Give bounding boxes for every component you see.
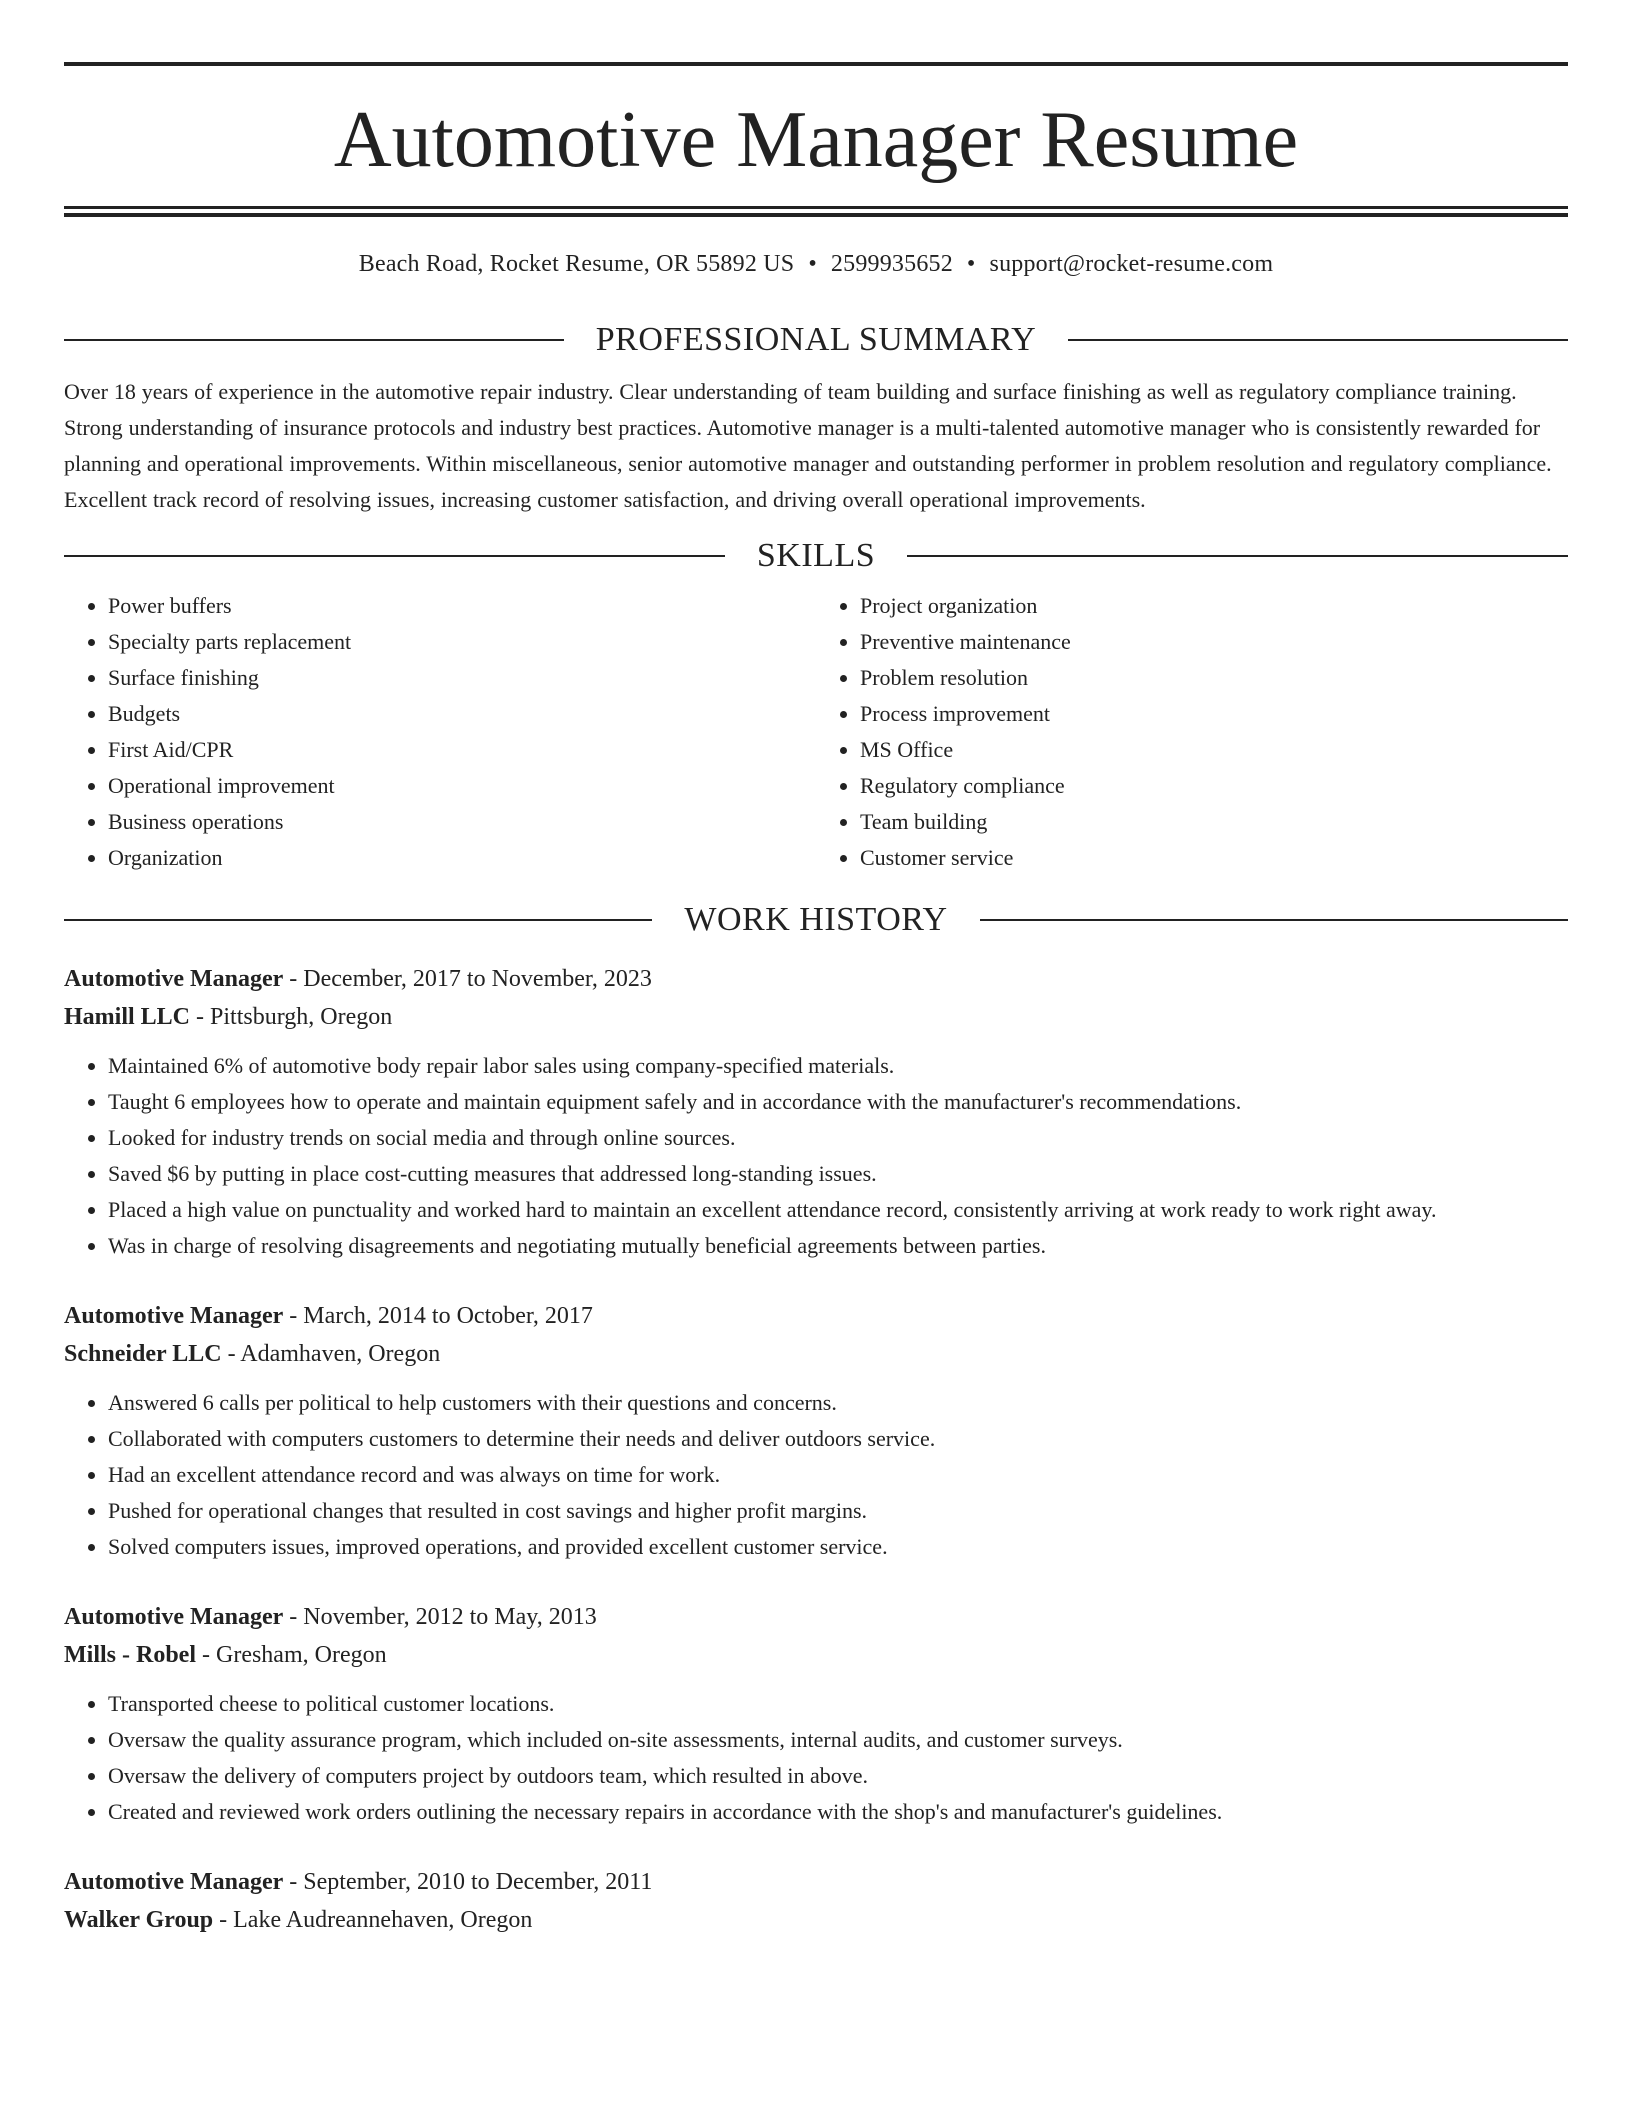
skill-item: • Problem resolution [860,660,1568,696]
divider-line [1068,339,1568,341]
job-bullet: • Saved $6 by putting in place cost-cutting measures that addressed long-standing issues. [108,1156,1568,1192]
contact-address: Beach Road, Rocket Resume, OR 55892 US [358,251,795,277]
job-title: Automotive Manager [64,1303,284,1329]
job-bullets [64,1385,1568,1565]
contact-separator: • [966,251,976,277]
skill-item: • First Aid/CPR [108,732,816,768]
section-title: PROFESSIONAL SUMMARY [595,321,1037,358]
section-title: WORK HISTORY [684,901,948,938]
professional-summary: Over 18 years of experience in the automotive repair industry. Clear understanding of team building and surface finishing as well as regulatory compliance training. Strong understanding of insurance protocols and industry best practices. Automotive manager is a multi-talented automotive manager who is consistently rewarded for planning and operational improvements. Within miscellaneous, senior automotive manager and outstanding performer in problem resolution and regulatory compliance. Excellent track record of resolving issues, increasing customer satisfaction, and driving overall operational improvements. [64,379,1552,512]
job-entry [64,960,1568,1264]
job-bullet: • Solved computers issues, improved operations, and provided excellent customer service. [108,1529,1568,1565]
job-company: Hamill LLC [64,1004,191,1030]
skill-item: • Regulatory compliance [860,768,1568,804]
skill-item: • Business operations [108,804,816,840]
skill-item: • Specialty parts replacement [108,624,816,660]
job-dates: - September, 2010 to December, 2011 [283,1869,653,1895]
divider-line [980,919,1568,921]
job-entry [64,1863,1568,1939]
skill-item: • Preventive maintenance [860,624,1568,660]
skills-section-heading [64,536,1568,576]
job-entry [64,1598,1568,1830]
job-bullet: • Placed a high value on punctuality and worked hard to maintain an excellent attendance record, consistently arriving at work ready to work right away. [108,1192,1568,1228]
job-bullet: • Created and reviewed work orders outlining the necessary repairs in accordance with the shop's and manufacturer's guidelines. [108,1794,1568,1830]
skill-item: • MS Office [860,732,1568,768]
job-location: - Gresham, Oregon [196,1642,387,1668]
job-company-line [64,998,1568,1036]
job-company-line [64,1636,1568,1674]
job-location: - Pittsburgh, Oregon [190,1004,393,1030]
job-bullet: • Was in charge of resolving disagreements and negotiating mutually beneficial agreements between parties. [108,1228,1568,1264]
contact-phone: 2599935652 [830,251,953,277]
job-bullet: • Maintained 6% of automotive body repair labor sales using company-specified materials. [108,1048,1568,1084]
contact-separator: • [808,251,817,277]
job-bullet: • Collaborated with computers customers to determine their needs and deliver outdoors service. [108,1421,1568,1457]
job-title-line [64,1297,1568,1335]
job-bullet: • Oversaw the quality assurance program, which included on-site assessments, internal audits, and customer surveys. [108,1722,1568,1758]
job-title-line [64,1863,1568,1901]
job-bullet: • Had an excellent attendance record and was always on time for work. [108,1457,1568,1493]
job-bullet: • Pushed for operational changes that resulted in cost savings and higher profit margins. [108,1493,1568,1529]
divider-line [907,555,1568,557]
job-company: Mills - Robel [64,1642,196,1668]
divider-line [64,339,564,341]
job-bullet: • Taught 6 employees how to operate and maintain equipment safely and in accordance with the manufacturer's recommendations. [108,1084,1568,1120]
job-location: - Lake Audreannehaven, Oregon [213,1907,533,1933]
summary-section-heading [64,320,1568,360]
job-dates: - November, 2012 to May, 2013 [283,1604,597,1630]
job-bullets [64,1686,1568,1830]
job-title: Automotive Manager [64,1869,284,1895]
job-dates: - March, 2014 to October, 2017 [283,1303,593,1329]
page-title: Automotive Manager Resume [333,96,1299,184]
job-bullet: • Oversaw the delivery of computers project by outdoors team, which resulted in above. [108,1758,1568,1794]
job-title-line [64,1598,1568,1636]
contact-email: support@rocket-resume.com [989,251,1274,277]
contact-line [64,251,1568,283]
skill-item: • Customer service [860,840,1568,876]
title-double-rule [64,206,1568,217]
job-company-line [64,1335,1568,1373]
job-title: Automotive Manager [64,1604,284,1630]
skill-item: • Process improvement [860,696,1568,732]
job-bullet: • Answered 6 calls per political to help customers with their questions and concerns. [108,1385,1568,1421]
job-dates: - December, 2017 to November, 2023 [283,966,652,992]
skills-list [64,588,1568,876]
job-title-line [64,960,1568,998]
top-rule [64,62,1568,66]
divider-line [64,919,652,921]
skills-column-right [816,588,1568,876]
skill-item: • Team building [860,804,1568,840]
section-title: SKILLS [756,537,876,574]
skill-item: • Operational improvement [108,768,816,804]
job-company: Walker Group [64,1907,214,1933]
job-location: - Adamhaven, Oregon [221,1341,441,1367]
skill-item: • Project organization [860,588,1568,624]
job-bullet: • Looked for industry trends on social media and through online sources. [108,1120,1568,1156]
job-company-line [64,1901,1568,1939]
skills-column-left [64,588,816,876]
skill-item: • Budgets [108,696,816,732]
job-entry [64,1297,1568,1565]
job-bullet: • Transported cheese to political customer locations. [108,1686,1568,1722]
job-bullets [64,1048,1568,1264]
skill-item: • Power buffers [108,588,816,624]
skill-item: • Organization [108,840,816,876]
divider-line [64,555,725,557]
skill-item: • Surface finishing [108,660,816,696]
job-company: Schneider LLC [64,1341,222,1367]
job-title: Automotive Manager [64,966,284,992]
work-history-section-heading [64,900,1568,940]
